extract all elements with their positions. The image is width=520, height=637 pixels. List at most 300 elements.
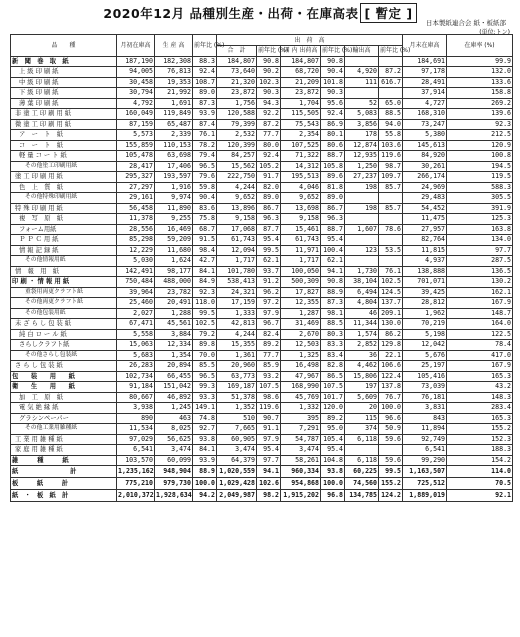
domestic-cell: 12,503: [281, 340, 321, 351]
domestic-yoy-cell: 94.1: [321, 266, 345, 277]
closing-stock-cell: 5,380: [403, 130, 447, 141]
shipments-total-yoy-cell: 82.0: [257, 182, 281, 193]
closing-stock-cell: 84,920: [403, 151, 447, 162]
closing-stock-cell: 27,957: [403, 224, 447, 235]
domestic-cell: 500,309: [281, 277, 321, 288]
production-cell: 76,813: [155, 67, 193, 78]
product-name-cell: 衛 生 用 紙: [11, 382, 117, 393]
domestic-yoy-cell: 90.8: [321, 277, 345, 288]
shipments-total-yoy-cell: 62.1: [257, 256, 281, 267]
table-row: [11, 56, 513, 67]
shipments-total-cell: 12,094: [217, 245, 257, 256]
closing-stock-cell: 73,247: [403, 119, 447, 130]
export-yoy-cell: 59.6: [379, 455, 403, 466]
domestic-cell: 7,291: [281, 424, 321, 435]
product-name-cell: 上 級 印 刷 紙: [11, 67, 117, 78]
shipments-total-cell: 61,743: [217, 235, 257, 246]
closing-stock-cell: 24,969: [403, 182, 447, 193]
shipments-total-cell: 9,652: [217, 193, 257, 204]
stock-ratio-cell: 283.4: [447, 403, 513, 414]
shipments-total-yoy-cell: 89.2: [257, 340, 281, 351]
opening-stock-cell: 155,859: [117, 140, 155, 151]
domestic-cell: 15,461: [281, 224, 321, 235]
production-cell: 23,782: [155, 287, 193, 298]
shipments-total-cell: 51,378: [217, 392, 257, 403]
export-yoy-cell: 98.7: [379, 161, 403, 172]
stock-ratio-cell: 148.7: [447, 308, 513, 319]
shipments-total-cell: 20,960: [217, 361, 257, 372]
shipments-total-cell: 1,029,428: [217, 478, 257, 490]
production-yoy-cell: 78.2: [193, 140, 217, 151]
domestic-yoy-cell: 86.9: [321, 119, 345, 130]
closing-stock-cell: 1,163,507: [403, 466, 447, 478]
product-name-cell: その他情報用紙: [11, 256, 117, 267]
domestic-yoy-cell: 95.4: [321, 445, 345, 456]
production-yoy-cell: 99.5: [193, 308, 217, 319]
production-cell: 17,406: [155, 161, 193, 172]
shipments-total-cell: 2,532: [217, 130, 257, 141]
production-cell: 21,992: [155, 88, 193, 99]
export-yoy-cell: 88.5: [379, 109, 403, 120]
closing-stock-cell: 37,914: [403, 88, 447, 99]
production-cell: 20,894: [155, 361, 193, 372]
export-yoy-cell: 50.9: [379, 424, 403, 435]
shipments-total-cell: 13,896: [217, 203, 257, 214]
domestic-cell: 1,717: [281, 256, 321, 267]
product-name-cell: その他さらし包装紙: [11, 350, 117, 361]
domestic-yoy-cell: 81.8: [321, 182, 345, 193]
stock-ratio-cell: 194.5: [447, 161, 513, 172]
export-cell: 2,852: [345, 340, 379, 351]
domestic-yoy-cell: 89.6: [321, 172, 345, 183]
table-row: [11, 214, 513, 225]
domestic-yoy-cell: 105.4: [321, 434, 345, 445]
production-cell: 12,334: [155, 340, 193, 351]
closing-stock-cell: 11,475: [403, 214, 447, 225]
opening-stock-cell: 91,184: [117, 382, 155, 393]
shipments-total-cell: 60,905: [217, 434, 257, 445]
export-yoy-cell: 129.8: [379, 340, 403, 351]
shipments-total-cell: 15,562: [217, 161, 257, 172]
domestic-cell: 75,543: [281, 119, 321, 130]
production-cell: 182,308: [155, 56, 193, 67]
stock-ratio-cell: 188.3: [447, 445, 513, 456]
export-cell: 4,462: [345, 361, 379, 372]
shipments-total-yoy-cell: 91.1: [257, 424, 281, 435]
shipments-total-yoy-cell: 107.5: [257, 382, 281, 393]
product-name-cell: 板 紙 計: [11, 478, 117, 490]
domestic-cell: 184,807: [281, 56, 321, 67]
stock-ratio-cell: 158.8: [447, 88, 513, 99]
table-row: [11, 266, 513, 277]
table-row: [11, 319, 513, 330]
domestic-cell: 45,769: [281, 392, 321, 403]
opening-stock-cell: 5,573: [117, 130, 155, 141]
production-cell: 1,245: [155, 403, 193, 414]
export-cell: 15,806: [345, 371, 379, 382]
stock-ratio-cell: 114.0: [447, 466, 513, 478]
product-name-cell: 非 塗 工 印 刷 用 紙: [11, 109, 117, 120]
opening-stock-cell: 11,534: [117, 424, 155, 435]
shipments-total-yoy-cell: 96.3: [257, 214, 281, 225]
product-name-cell: 印 刷 ・ 情 報 用 紙: [11, 277, 117, 288]
product-name-cell: その他工業用雑種紙: [11, 424, 117, 435]
table-row: [11, 361, 513, 372]
domestic-cell: 71,322: [281, 151, 321, 162]
closing-stock-cell: 3,831: [403, 403, 447, 414]
shipments-total-cell: 84,257: [217, 151, 257, 162]
domestic-yoy-cell: 89.0: [321, 193, 345, 204]
stock-ratio-cell: 43.2: [447, 382, 513, 393]
opening-stock-cell: 29,161: [117, 193, 155, 204]
shipments-total-cell: 17,068: [217, 224, 257, 235]
production-cell: 66,455: [155, 371, 193, 382]
product-name-cell: その他包装用紙: [11, 308, 117, 319]
production-yoy-cell: 102.5: [193, 319, 217, 330]
domestic-cell: 107,525: [281, 140, 321, 151]
production-yoy-cell: 98.4: [193, 245, 217, 256]
domestic-yoy-cell: 104.8: [321, 455, 345, 466]
domestic-cell: 3,474: [281, 445, 321, 456]
production-cell: 488,000: [155, 277, 193, 288]
export-cell: [345, 214, 379, 225]
export-yoy-cell: 103.6: [379, 140, 403, 151]
domestic-cell: 195,513: [281, 172, 321, 183]
product-name-cell: フォーム用紙: [11, 224, 117, 235]
production-cell: 8,025: [155, 424, 193, 435]
header-total-yoy: 前年比 (%): [258, 47, 289, 55]
domestic-yoy-cell: 90.4: [321, 67, 345, 78]
export-cell: 27,237: [345, 172, 379, 183]
table-row: [11, 403, 513, 414]
stock-ratio-cell: 155.2: [447, 424, 513, 435]
production-yoy-cell: 85.5: [193, 361, 217, 372]
export-yoy-cell: 99.5: [379, 466, 403, 478]
stock-ratio-cell: 165.3: [447, 371, 513, 382]
shipments-total-cell: 120,588: [217, 109, 257, 120]
opening-stock-cell: 1,235,162: [117, 466, 155, 478]
stock-ratio-cell: 148.3: [447, 392, 513, 403]
table-row: [11, 413, 513, 424]
header-product: 品 種: [11, 35, 117, 57]
shipments-total-cell: 510: [217, 413, 257, 424]
domestic-yoy-cell: 80.6: [321, 140, 345, 151]
closing-stock-cell: 105,416: [403, 371, 447, 382]
shipments-total-cell: 1,361: [217, 350, 257, 361]
table-row: [11, 77, 513, 88]
production-cell: 948,904: [155, 466, 193, 478]
closing-stock-cell: 29,483: [403, 193, 447, 204]
shipments-total-cell: 1,352: [217, 403, 257, 414]
domestic-cell: 11,971: [281, 245, 321, 256]
domestic-yoy-cell: 88.5: [321, 319, 345, 330]
closing-stock-cell: 28,812: [403, 298, 447, 309]
stock-ratio-cell: 92.1: [447, 490, 513, 502]
shipments-total-yoy-cell: 90.7: [257, 413, 281, 424]
opening-stock-cell: 103,570: [117, 455, 155, 466]
stock-ratio-cell: 130.2: [447, 277, 513, 288]
export-yoy-cell: [379, 88, 403, 99]
table-row: [11, 224, 513, 235]
production-yoy-cell: 79.4: [193, 151, 217, 162]
header-domestic-yoy: 前年比 (%): [322, 47, 353, 55]
opening-stock-cell: 187,190: [117, 56, 155, 67]
closing-stock-cell: 6,541: [403, 445, 447, 456]
shipments-total-cell: 222,750: [217, 172, 257, 183]
product-name-cell: 雑 種 紙: [11, 455, 117, 466]
table-row: [11, 392, 513, 403]
production-yoy-cell: 70.0: [193, 350, 217, 361]
opening-stock-cell: 160,049: [117, 109, 155, 120]
domestic-cell: 960,334: [281, 466, 321, 478]
export-cell: 198: [345, 203, 379, 214]
export-yoy-cell: [379, 445, 403, 456]
closing-stock-cell: 11,894: [403, 424, 447, 435]
export-yoy-cell: 124.5: [379, 287, 403, 298]
opening-stock-cell: 94,005: [117, 67, 155, 78]
shipments-total-yoy-cell: 90.2: [257, 67, 281, 78]
shipments-total-yoy-cell: 94.1: [257, 466, 281, 478]
domestic-cell: 115,505: [281, 109, 321, 120]
stock-ratio-cell: 122.5: [447, 329, 513, 340]
domestic-cell: 1,704: [281, 98, 321, 109]
shipments-total-cell: 79,399: [217, 119, 257, 130]
domestic-cell: 23,872: [281, 88, 321, 99]
shipments-total-cell: 64,379: [217, 455, 257, 466]
table-row: [11, 455, 513, 466]
shipments-total-cell: 63,773: [217, 371, 257, 382]
stock-ratio-cell: 154.2: [447, 455, 513, 466]
domestic-yoy-cell: 98.1: [321, 308, 345, 319]
opening-stock-cell: 97,029: [117, 434, 155, 445]
domestic-yoy-cell: 95.6: [321, 98, 345, 109]
export-yoy-cell: 109.7: [379, 172, 403, 183]
production-cell: 1,928,634: [155, 490, 193, 502]
stock-ratio-cell: 305.5: [447, 193, 513, 204]
closing-stock-cell: 5,198: [403, 329, 447, 340]
export-cell: [345, 235, 379, 246]
shipments-total-cell: 23,872: [217, 88, 257, 99]
total-row: [11, 478, 513, 490]
export-cell: 5,609: [345, 392, 379, 403]
export-cell: 12,874: [345, 140, 379, 151]
domestic-yoy-cell: 86.7: [321, 203, 345, 214]
product-name-cell: グラシンペーパー: [11, 413, 117, 424]
shipments-total-cell: 24,321: [217, 287, 257, 298]
closing-stock-cell: 54,452: [403, 203, 447, 214]
closing-stock-cell: 145,613: [403, 140, 447, 151]
production-cell: 463: [155, 413, 193, 424]
shipments-total-yoy-cell: 91.7: [257, 172, 281, 183]
shipments-total-yoy-cell: 82.4: [257, 329, 281, 340]
closing-stock-cell: 92,749: [403, 434, 447, 445]
stock-ratio-cell: 212.5: [447, 130, 513, 141]
table-row: [11, 172, 513, 183]
export-cell: 123: [345, 245, 379, 256]
opening-stock-cell: 39,964: [117, 287, 155, 298]
production-yoy-cell: 99.3: [193, 382, 217, 393]
export-cell: 6,118: [345, 455, 379, 466]
domestic-cell: 54,787: [281, 434, 321, 445]
shipments-total-cell: 169,187: [217, 382, 257, 393]
production-yoy-cell: 93.3: [193, 392, 217, 403]
export-cell: 11,344: [345, 319, 379, 330]
opening-stock-cell: 142,491: [117, 266, 155, 277]
export-yoy-cell: 100.0: [379, 403, 403, 414]
table-row: [11, 298, 513, 309]
stock-ratio-cell: 269.2: [447, 98, 513, 109]
production-yoy-cell: 76.1: [193, 130, 217, 141]
table-row: [11, 88, 513, 99]
closing-stock-cell: 5,676: [403, 350, 447, 361]
publisher-label: 日本製紙連合会 紙・板紙部: [425, 19, 506, 27]
shipments-total-yoy-cell: 90.3: [257, 88, 281, 99]
stock-ratio-cell: 125.3: [447, 214, 513, 225]
shipments-total-yoy-cell: 89.0: [257, 193, 281, 204]
inventory-table: [10, 34, 513, 502]
domestic-yoy-cell: 87.3: [321, 298, 345, 309]
closing-stock-cell: 82,764: [403, 235, 447, 246]
closing-stock-cell: 30,261: [403, 161, 447, 172]
export-yoy-cell: 124.2: [379, 490, 403, 502]
opening-stock-cell: 26,283: [117, 361, 155, 372]
product-name-cell: コ ー ト 紙: [11, 140, 117, 151]
shipments-total-yoy-cell: 95.4: [257, 445, 281, 456]
export-cell: [345, 56, 379, 67]
export-cell: 1,730: [345, 266, 379, 277]
domestic-cell: 68,720: [281, 67, 321, 78]
export-yoy-cell: 59.6: [379, 434, 403, 445]
production-yoy-cell: 42.7: [193, 256, 217, 267]
opening-stock-cell: 85,298: [117, 235, 155, 246]
production-cell: 193,597: [155, 172, 193, 183]
closing-stock-cell: 184,691: [403, 56, 447, 67]
production-yoy-cell: 108.7: [193, 77, 217, 88]
opening-stock-cell: 2,027: [117, 308, 155, 319]
shipments-total-yoy-cell: 97.9: [257, 434, 281, 445]
export-cell: 60,225: [345, 466, 379, 478]
domestic-cell: 2,670: [281, 329, 321, 340]
closing-stock-cell: 1,889,019: [403, 490, 447, 502]
shipments-total-cell: 4,244: [217, 182, 257, 193]
stock-ratio-cell: 132.0: [447, 67, 513, 78]
opening-stock-cell: 12,229: [117, 245, 155, 256]
shipments-total-cell: 15,355: [217, 340, 257, 351]
stock-ratio-cell: 139.6: [447, 109, 513, 120]
domestic-yoy-cell: 107.5: [321, 382, 345, 393]
shipments-total-yoy-cell: 92.2: [257, 109, 281, 120]
production-yoy-cell: 59.8: [193, 182, 217, 193]
stock-ratio-cell: 70.5: [447, 478, 513, 490]
product-name-cell: 微 塗 工 印 刷 用 紙: [11, 119, 117, 130]
table-row: [11, 308, 513, 319]
header-closing-stock: 月末在庫高: [403, 35, 447, 57]
header-domestic: 国 内 出荷高: [281, 46, 321, 57]
production-cell: 59,209: [155, 235, 193, 246]
table-row: [11, 245, 513, 256]
production-cell: 1,691: [155, 98, 193, 109]
export-cell: 52: [345, 98, 379, 109]
opening-stock-cell: 87,159: [117, 119, 155, 130]
production-cell: 3,474: [155, 445, 193, 456]
shipments-total-yoy-cell: 99.5: [257, 245, 281, 256]
production-yoy-cell: 118.0: [193, 298, 217, 309]
domestic-cell: 31,469: [281, 319, 321, 330]
production-cell: 11,680: [155, 245, 193, 256]
production-yoy-cell: 79.6: [193, 172, 217, 183]
product-name-cell: 下 級 印 刷 紙: [11, 88, 117, 99]
domestic-yoy-cell: 93.8: [321, 466, 345, 478]
domestic-cell: 14,312: [281, 161, 321, 172]
production-yoy-cell: 90.4: [193, 193, 217, 204]
stock-ratio-cell: 78.4: [447, 340, 513, 351]
export-cell: 115: [345, 413, 379, 424]
production-yoy-cell: 74.8: [193, 413, 217, 424]
domestic-yoy-cell: 101.7: [321, 392, 345, 403]
closing-stock-cell: 97,178: [403, 67, 447, 78]
production-cell: 56,625: [155, 434, 193, 445]
production-yoy-cell: 91.5: [193, 235, 217, 246]
opening-stock-cell: 890: [117, 413, 155, 424]
stock-ratio-cell: 92.3: [447, 119, 513, 130]
table-row: [11, 182, 513, 193]
export-cell: 4,804: [345, 298, 379, 309]
title-text: 2020年12月 品種別生産・出荷・在庫高表: [103, 6, 359, 21]
opening-stock-cell: 5,558: [117, 329, 155, 340]
opening-stock-cell: 775,210: [117, 478, 155, 490]
export-cell: 46: [345, 308, 379, 319]
export-yoy-cell: 78.6: [379, 224, 403, 235]
domestic-yoy-cell: 89.2: [321, 413, 345, 424]
export-yoy-cell: [379, 235, 403, 246]
domestic-yoy-cell: 95.4: [321, 235, 345, 246]
export-yoy-cell: 85.7: [379, 182, 403, 193]
export-yoy-cell: 155.2: [379, 478, 403, 490]
domestic-yoy-cell: 80.3: [321, 329, 345, 340]
production-yoy-cell: 88.9: [193, 466, 217, 478]
header-export-yoy: 前年比 (%): [380, 47, 411, 55]
shipments-total-yoy-cell: 77.7: [257, 130, 281, 141]
export-cell: 36: [345, 350, 379, 361]
table-row: [11, 256, 513, 267]
opening-stock-cell: 80,667: [117, 392, 155, 403]
closing-stock-cell: 138,888: [403, 266, 447, 277]
production-yoy-cell: 96.5: [193, 161, 217, 172]
shipments-total-yoy-cell: 97.9: [257, 308, 281, 319]
production-cell: 46,892: [155, 392, 193, 403]
shipments-total-yoy-cell: 91.2: [257, 277, 281, 288]
production-yoy-cell: 88.3: [193, 56, 217, 67]
domestic-cell: 1,915,202: [281, 490, 321, 502]
production-yoy-cell: 92.4: [193, 67, 217, 78]
shipments-total-yoy-cell: 96.2: [257, 287, 281, 298]
domestic-cell: 100,050: [281, 266, 321, 277]
export-yoy-cell: 102.5: [379, 277, 403, 288]
export-cell: [345, 445, 379, 456]
header-shipments: 出 荷 高: [217, 35, 403, 46]
shipments-total-cell: 4,244: [217, 329, 257, 340]
domestic-yoy-cell: 90.8: [321, 56, 345, 67]
production-cell: 9,974: [155, 193, 193, 204]
shipments-total-yoy-cell: 86.7: [257, 203, 281, 214]
production-cell: 98,177: [155, 266, 193, 277]
table-row: [11, 371, 513, 382]
production-yoy-cell: 94.2: [193, 490, 217, 502]
production-cell: 151,042: [155, 382, 193, 393]
header-opening-stock: 月初在庫高: [117, 35, 155, 57]
table-row: [11, 119, 513, 130]
production-yoy-cell: 93.8: [193, 434, 217, 445]
